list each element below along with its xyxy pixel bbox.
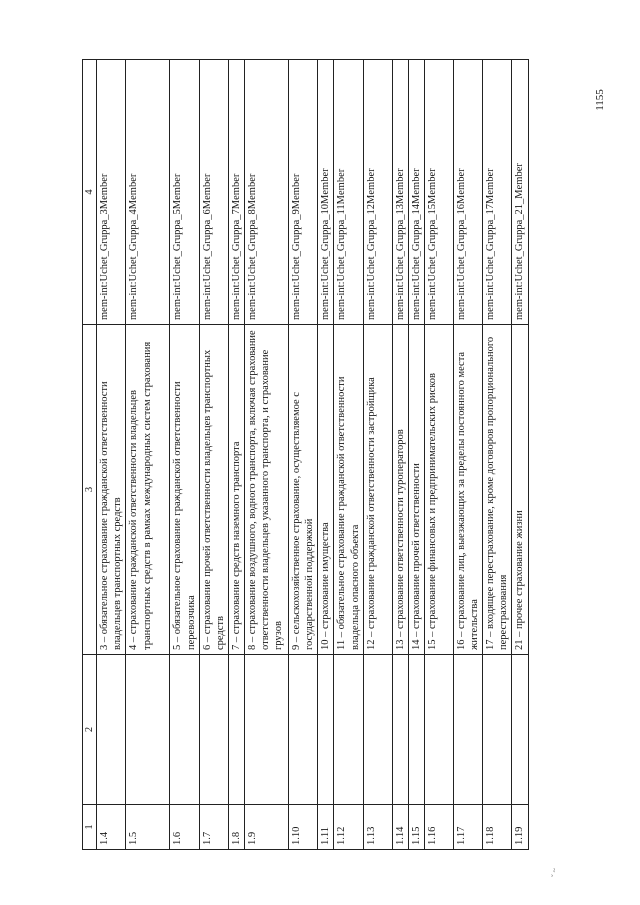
row-description: 8 – страхование воздушного, водного транспорта, включая страхование ответственности владельцев указанного транспорта, и страхование грузов — [245, 325, 289, 655]
row-member: mem-int:Uchet_Gruppa_10Member — [318, 60, 334, 325]
row-name — [512, 655, 528, 805]
row-name — [453, 655, 482, 805]
table-row — [392, 60, 408, 850]
row-code: 1.10 — [289, 805, 318, 850]
header-col-3: 3 — [83, 325, 97, 655]
row-code: 1.11 — [318, 805, 334, 850]
header-col-1: 1 — [83, 805, 97, 850]
row-code: 1.5 — [126, 805, 170, 850]
row-code: 1.7 — [199, 805, 228, 850]
row-description: 4 – страхование гражданской ответственности владельцев транспортных средств в рамках международных систем страхования — [126, 325, 170, 655]
row-name — [126, 655, 170, 805]
table-row — [199, 60, 228, 850]
row-description: 5 – обязательное страхование гражданской ответственности перевозчика — [170, 325, 199, 655]
corner-mark: ˘ ~ — [550, 868, 559, 877]
row-member: mem-int:Uchet_Gruppa_4Member — [126, 60, 170, 325]
table-row — [512, 60, 528, 850]
row-name — [170, 655, 199, 805]
row-name — [228, 655, 244, 805]
row-code: 1.4 — [97, 805, 126, 850]
row-member: mem-int:Uchet_Gruppa_15Member — [424, 60, 453, 325]
row-member: mem-int:Uchet_Gruppa_5Member — [170, 60, 199, 325]
row-name — [289, 655, 318, 805]
header-col-4: 4 — [83, 60, 97, 325]
row-description: 3 – обязательное страхование гражданской ответственности владельцев транспортных средств — [97, 325, 126, 655]
row-code: 1.16 — [424, 805, 453, 850]
row-code: 1.6 — [170, 805, 199, 850]
table-row — [424, 60, 453, 850]
row-description: 7 – страхование средств наземного транспорта — [228, 325, 244, 655]
row-name — [97, 655, 126, 805]
row-name — [199, 655, 228, 805]
row-description: 21 – прочее страхование жизни — [512, 325, 528, 655]
row-member: mem-int:Uchet_Gruppa_7Member — [228, 60, 244, 325]
row-name — [334, 655, 363, 805]
row-member: mem-int:Uchet_Gruppa_11Member — [334, 60, 363, 325]
table-row — [408, 60, 424, 850]
row-description: 13 – страхование ответственности туроператоров — [392, 325, 408, 655]
row-description: 15 – страхование финансовых и предпринимательских рисков — [424, 325, 453, 655]
row-code: 1.18 — [483, 805, 512, 850]
row-member: mem-int:Uchet_Gruppa_6Member — [199, 60, 228, 325]
row-name — [363, 655, 392, 805]
row-member: mem-int:Uchet_Gruppa_16Member — [453, 60, 482, 325]
table-row — [126, 60, 170, 850]
table-row — [363, 60, 392, 850]
table-row — [97, 60, 126, 850]
row-name — [424, 655, 453, 805]
table-row — [289, 60, 318, 850]
row-description: 16 – страхование лиц, выезжающих за пределы постоянного места жительства — [453, 325, 482, 655]
row-member: mem-int:Uchet_Gruppa_12Member — [363, 60, 392, 325]
members-table — [82, 59, 529, 850]
page-number-text: 1155 — [594, 89, 606, 111]
row-description: 12 – страхование гражданской ответственности застройщика — [363, 325, 392, 655]
row-member: mem-int:Uchet_Gruppa_17Member — [483, 60, 512, 325]
header-row — [83, 60, 97, 850]
row-name — [392, 655, 408, 805]
table-row — [334, 60, 363, 850]
row-description: 11 – обязательное страхование гражданской ответственности владельца опасного объекта — [334, 325, 363, 655]
row-code: 1.19 — [512, 805, 528, 850]
row-description: 10 – страхование имущества — [318, 325, 334, 655]
table-row — [170, 60, 199, 850]
row-member: mem-int:Uchet_Gruppa_13Member — [392, 60, 408, 325]
header-col-2: 2 — [83, 655, 97, 805]
row-member: mem-int:Uchet_Gruppa_8Member — [245, 60, 289, 325]
row-name — [408, 655, 424, 805]
row-name — [245, 655, 289, 805]
row-code: 1.15 — [408, 805, 424, 850]
page-number — [590, 80, 610, 120]
row-description: 14 – страхование прочей ответственности — [408, 325, 424, 655]
row-member: mem-int:Uchet_Gruppa_9Member — [289, 60, 318, 325]
row-member: mem-int:Uchet_Gruppa_14Member — [408, 60, 424, 325]
row-member: mem-int:Uchet_Gruppa_21_Member — [512, 60, 528, 325]
row-code: 1.8 — [228, 805, 244, 850]
table-row — [483, 60, 512, 850]
row-code: 1.17 — [453, 805, 482, 850]
row-name — [318, 655, 334, 805]
row-code: 1.14 — [392, 805, 408, 850]
row-description: 6 – страхование прочей ответственности владельцев транспортных средств — [199, 325, 228, 655]
table-row — [453, 60, 482, 850]
row-code: 1.9 — [245, 805, 289, 850]
table-body — [97, 60, 528, 850]
row-code: 1.13 — [363, 805, 392, 850]
row-description: 17 – входящее перестрахование, кроме договоров пропорционального перестрахования — [483, 325, 512, 655]
rotated-table-container — [82, 60, 524, 850]
row-name — [483, 655, 512, 805]
table-row — [228, 60, 244, 850]
table-row — [245, 60, 289, 850]
row-member: mem-int:Uchet_Gruppa_3Member — [97, 60, 126, 325]
row-description: 9 – сельскохозяйственное страхование, осуществляемое с государственной поддержкой — [289, 325, 318, 655]
table-row — [318, 60, 334, 850]
row-code: 1.12 — [334, 805, 363, 850]
